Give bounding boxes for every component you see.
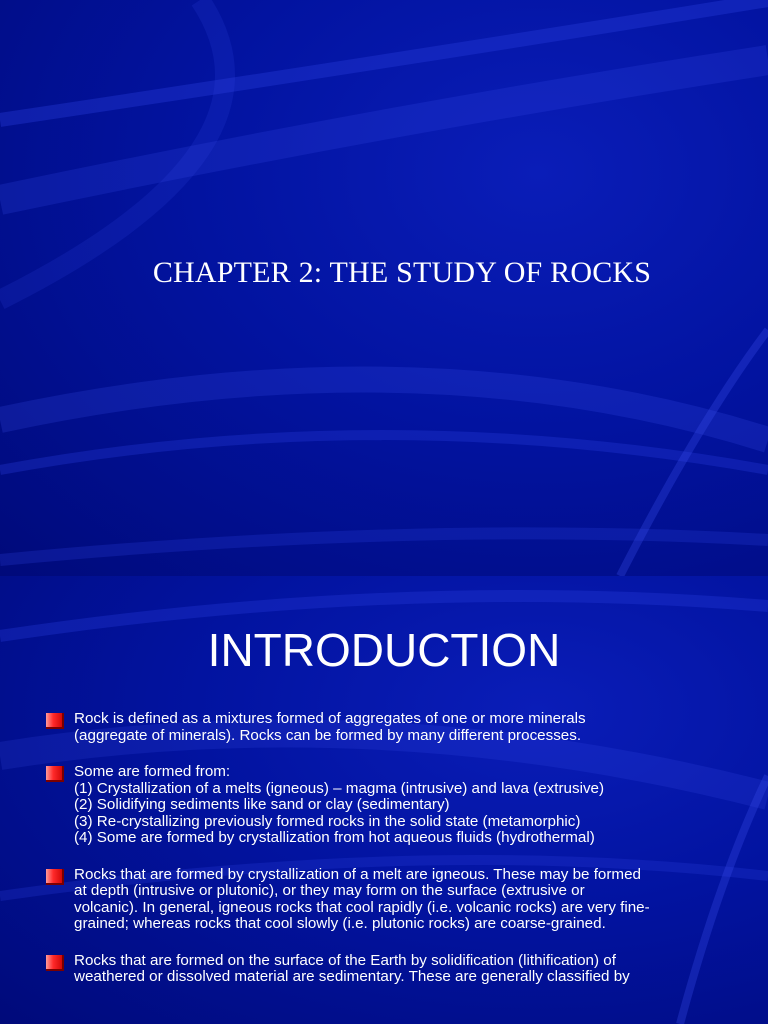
square-bullet-icon (46, 955, 64, 971)
slide-heading: INTRODUCTION (207, 624, 561, 676)
bullet-line: (3) Re-crystallizing previously formed rocks in the solid state (metamorphic) (74, 812, 581, 830)
bullet-line: weathered or dissolved material are sedimentary. These are generally classified by (74, 968, 630, 985)
square-bullet-icon (46, 869, 64, 885)
bullet-line: Rock is defined as a mixtures formed of aggregates of one or more minerals (74, 710, 586, 727)
bullet-line: (2) Solidifying sediments like sand or clay (sedimentary) (74, 796, 450, 813)
bullet-line: (1) Crystallization of a melts (igneous) – magma (intrusive) and lava (extrusive) (74, 779, 605, 797)
bullet-line: (aggregate of minerals). Rocks can be formed by many different processes. (74, 726, 582, 744)
bullet-line: Rocks that are formed on the surface of the Earth by solidification (lithification) of (74, 951, 616, 969)
bullet-item (44, 711, 734, 744)
square-bullet-icon (46, 713, 64, 729)
bullet-item (44, 764, 734, 847)
bullet-line: Rocks that are formed by crystallization of a melt are igneous. These may be formed (74, 865, 641, 883)
square-bullet-icon (46, 766, 64, 782)
bullet-line: Some are formed from: (74, 763, 231, 780)
bullet-item (44, 953, 734, 986)
bullet-line: (4) Some are formed by crystallization from hot aqueous fluids (hydrothermal) (74, 829, 595, 846)
chapter-title: CHAPTER 2: THE STUDY OF ROCKS (152, 256, 652, 289)
bullet-line: volcanic). In general, igneous rocks that cool rapidly (i.e. volcanic rocks) are very fine- (74, 898, 650, 916)
bullet-list (44, 711, 734, 1006)
bullet-line: grained; whereas rocks that cool slowly (i.e. plutonic rocks) are coarse-grained. (74, 915, 606, 932)
slide-introduction (0, 576, 768, 1024)
bullet-item (44, 867, 734, 933)
bullet-line: at depth (intrusive or plutonic), or they may form on the surface (extrusive or (74, 882, 585, 899)
